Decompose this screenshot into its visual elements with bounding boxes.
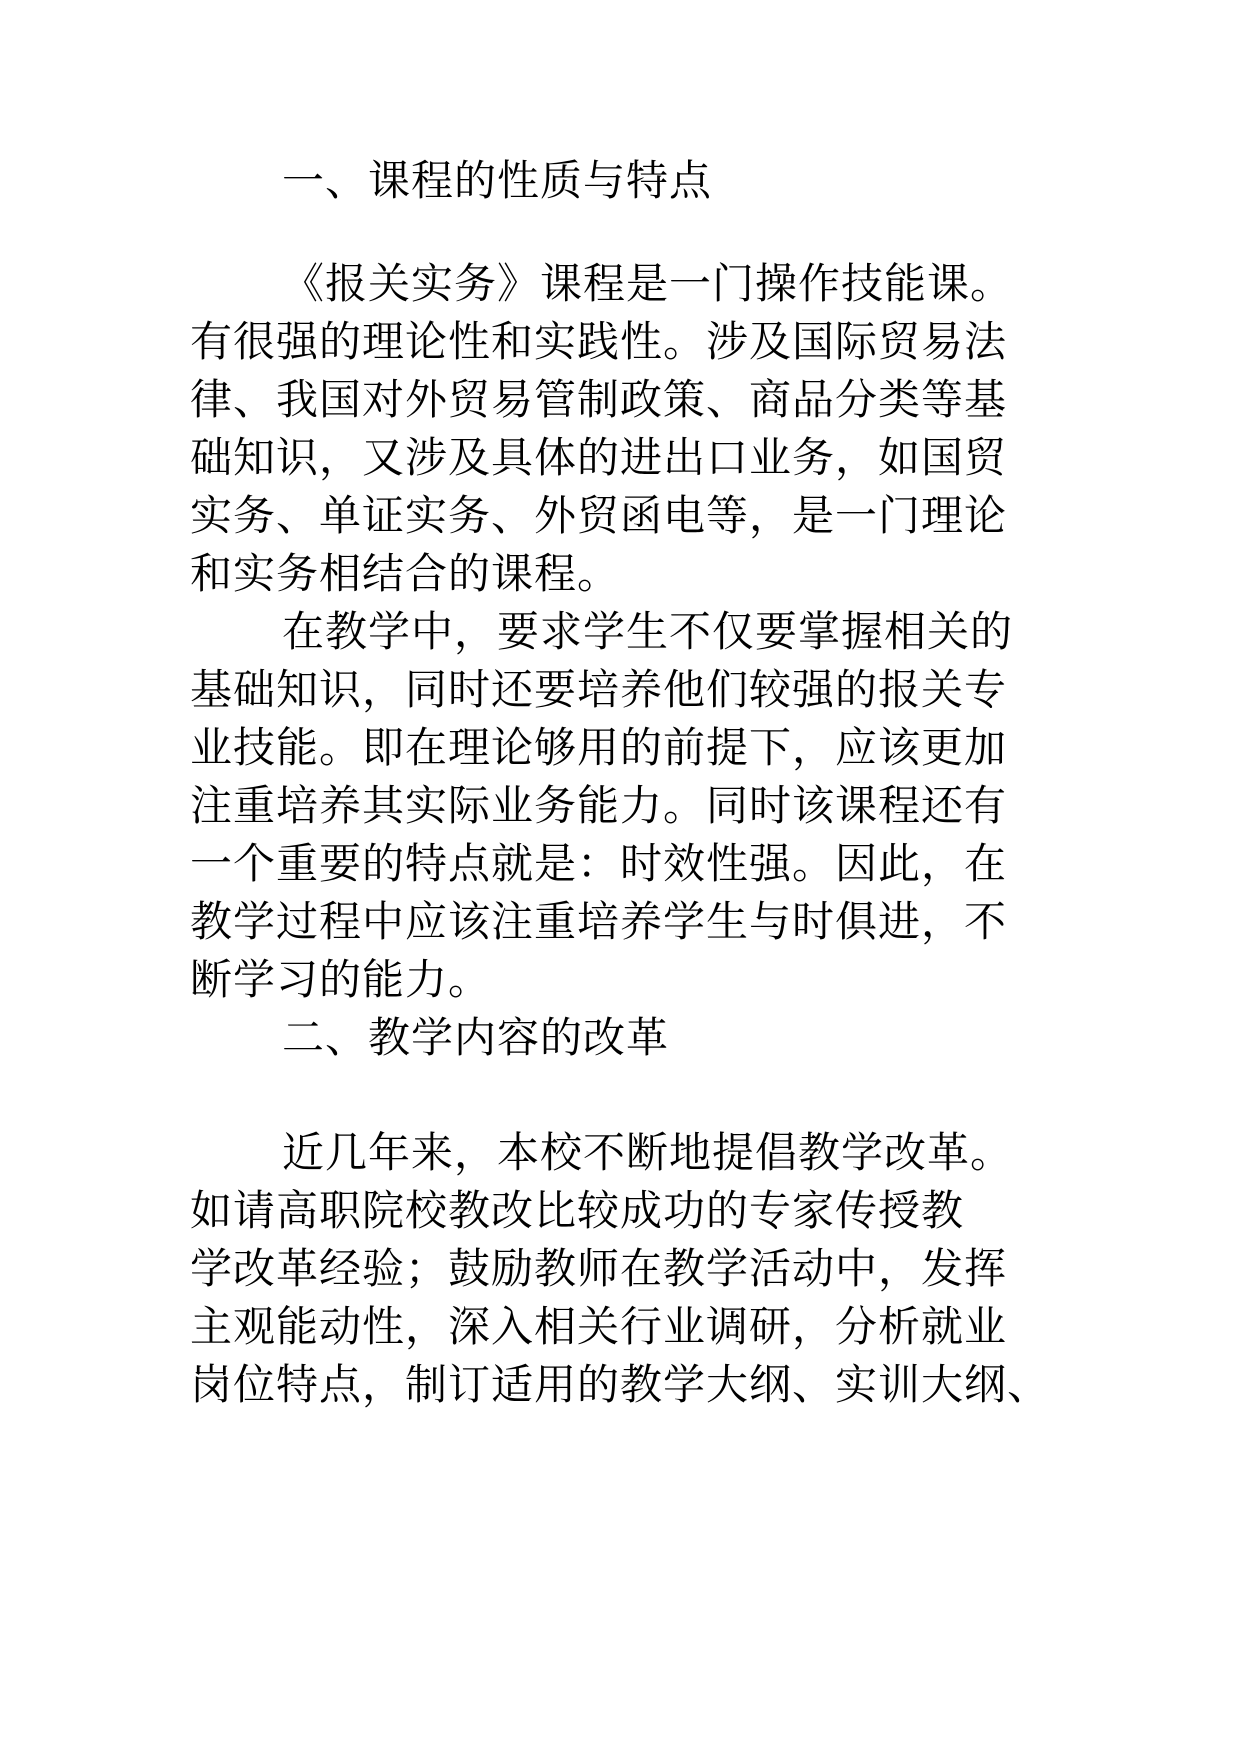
paragraph-line: 一个重要的特点就是：时效性强。因此，在 xyxy=(190,839,1008,888)
paragraph-line: 注重培养其实际业务能力。同时该课程还有 xyxy=(190,781,1008,830)
paragraph-line: 律、我国对外贸易管制政策、商品分类等基 xyxy=(190,375,1008,424)
paragraph-line: 在教学中，要求学生不仅要掌握相关的 xyxy=(282,607,1014,656)
paragraph-line: 教学过程中应该注重培养学生与时俱进，不 xyxy=(190,897,1008,946)
paragraph-line: 近几年来，本校不断地提倡教学改革。 xyxy=(282,1128,1014,1177)
section-heading-1: 一、课程的性质与特点 xyxy=(282,156,713,205)
paragraph-line: 业技能。即在理论够用的前提下，应该更加 xyxy=(190,723,1008,772)
paragraph-line: 《报关实务》课程是一门操作技能课。 xyxy=(282,259,1014,308)
paragraph-line: 实务、单证实务、外贸函电等，是一门理论 xyxy=(190,491,1008,540)
paragraph-line: 岗位特点，制订适用的教学大纲、实训大纲、 xyxy=(190,1360,1051,1409)
paragraph-line: 础知识，又涉及具体的进出口业务，如国贸 xyxy=(190,433,1008,482)
paragraph-line: 基础知识，同时还要培养他们较强的报关专 xyxy=(190,665,1008,714)
paragraph-line: 和实务相结合的课程。 xyxy=(190,549,621,598)
section-heading-2: 二、教学内容的改革 xyxy=(282,1013,670,1062)
paragraph-line: 断学习的能力。 xyxy=(190,955,492,1004)
paragraph-line: 学改革经验；鼓励教师在教学活动中，发挥 xyxy=(190,1244,1008,1293)
paragraph-line: 有很强的理论性和实践性。涉及国际贸易法 xyxy=(190,317,1008,366)
paragraph-line: 如请高职院校教改比较成功的专家传授教 xyxy=(190,1186,965,1235)
paragraph-line: 主观能动性，深入相关行业调研，分析就业 xyxy=(190,1302,1008,1351)
